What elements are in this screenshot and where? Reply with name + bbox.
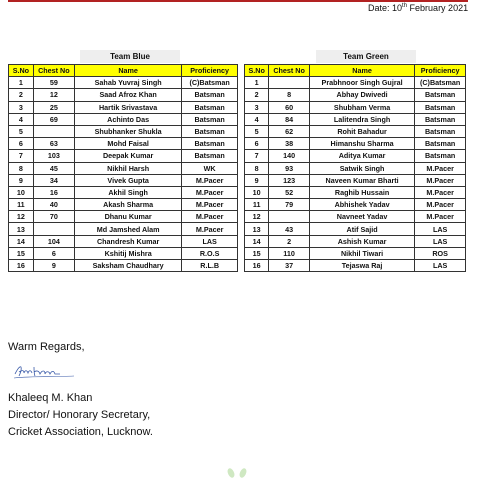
cell-name: Kshitij Mishra <box>75 247 182 259</box>
cell-sno: 6 <box>9 138 34 150</box>
signatory-organization: Cricket Association, Lucknow. <box>8 426 153 438</box>
cell-name: Saksham Chaudhary <box>75 260 182 272</box>
cell-proficiency: M.Pacer <box>182 174 238 186</box>
cell-sno: 2 <box>245 89 269 101</box>
table-row <box>9 247 238 259</box>
table-row <box>9 174 238 186</box>
table-row <box>9 113 238 125</box>
table-row <box>9 138 238 150</box>
cell-proficiency: Batsman <box>182 113 238 125</box>
table-row <box>9 89 238 101</box>
table-row <box>245 162 466 174</box>
cell-sno: 12 <box>9 211 34 223</box>
cell-name: Ashish Kumar <box>309 235 414 247</box>
cell-name: Rohit Bahadur <box>309 125 414 137</box>
cell-chest-no: 123 <box>269 174 310 186</box>
cell-proficiency: M.Pacer <box>415 211 466 223</box>
table-row <box>9 125 238 137</box>
cell-chest-no: 60 <box>269 101 310 113</box>
signatory-block <box>8 390 153 441</box>
col-header-name: Name <box>75 65 182 77</box>
table-row <box>245 138 466 150</box>
col-header-chest-no: Chest No <box>33 65 74 77</box>
table-row <box>9 211 238 223</box>
cell-chest-no: 110 <box>269 247 310 259</box>
cell-chest-no: 70 <box>33 211 74 223</box>
leaf-watermark-icon <box>222 466 252 478</box>
cell-name: Shubhanker Shukla <box>75 125 182 137</box>
cell-sno: 14 <box>9 235 34 247</box>
cell-sno: 15 <box>9 247 34 259</box>
cell-name: Himanshu Sharma <box>309 138 414 150</box>
table-row <box>245 150 466 162</box>
cell-name: Raghib Hussain <box>309 186 414 198</box>
table-row <box>245 77 466 89</box>
cell-sno: 11 <box>245 199 269 211</box>
cell-proficiency: Batsman <box>415 101 466 113</box>
cell-sno: 3 <box>245 101 269 113</box>
col-header-proficiency: Proficiency <box>415 65 466 77</box>
cell-name: Lalitendra Singh <box>309 113 414 125</box>
cell-name: Naveen Kumar Bharti <box>309 174 414 186</box>
cell-name: Dhanu Kumar <box>75 211 182 223</box>
cell-sno: 5 <box>245 125 269 137</box>
cell-name: Abhay Dwivedi <box>309 89 414 101</box>
cell-name: Tejaswa Raj <box>309 260 414 272</box>
cell-proficiency: M.Pacer <box>415 199 466 211</box>
cell-chest-no: 84 <box>269 113 310 125</box>
cell-proficiency: M.Pacer <box>415 186 466 198</box>
cell-proficiency: WK <box>182 162 238 174</box>
table-row <box>245 101 466 113</box>
cell-sno: 13 <box>245 223 269 235</box>
cell-sno: 1 <box>245 77 269 89</box>
cell-name: Saad Afroz Khan <box>75 89 182 101</box>
cell-chest-no: 2 <box>269 235 310 247</box>
cell-chest-no: 69 <box>33 113 74 125</box>
cell-name: Mohd Faisal <box>75 138 182 150</box>
cell-sno: 7 <box>245 150 269 162</box>
table-row <box>9 186 238 198</box>
team-blue-table <box>8 64 238 272</box>
team-green-title: Team Green <box>316 50 416 63</box>
cell-sno: 16 <box>245 260 269 272</box>
col-header-name: Name <box>309 65 414 77</box>
cell-sno: 12 <box>245 211 269 223</box>
table-row <box>245 89 466 101</box>
cell-proficiency: LAS <box>415 235 466 247</box>
table-row <box>9 260 238 272</box>
cell-chest-no <box>33 223 74 235</box>
table-row <box>9 199 238 211</box>
cell-chest-no: 93 <box>269 162 310 174</box>
table-row <box>245 211 466 223</box>
table-row <box>245 113 466 125</box>
cell-proficiency: Batsman <box>415 125 466 137</box>
table-row <box>245 235 466 247</box>
cell-chest-no: 8 <box>269 89 310 101</box>
signatory-title: Director/ Honorary Secretary, <box>8 409 151 421</box>
cell-chest-no: 16 <box>33 186 74 198</box>
cell-name: Shubham Verma <box>309 101 414 113</box>
cell-proficiency: LAS <box>415 260 466 272</box>
document-date: Date: 10th February 2021 <box>368 3 469 13</box>
cell-sno: 7 <box>9 150 34 162</box>
cell-proficiency: Batsman <box>415 138 466 150</box>
cell-chest-no: 52 <box>269 186 310 198</box>
cell-proficiency: (C)Batsman <box>415 77 466 89</box>
cell-name: Achinto Das <box>75 113 182 125</box>
cell-sno: 11 <box>9 199 34 211</box>
cell-chest-no: 9 <box>33 260 74 272</box>
cell-chest-no: 103 <box>33 150 74 162</box>
cell-sno: 10 <box>245 186 269 198</box>
cell-name: Abhishek Yadav <box>309 199 414 211</box>
cell-name: Vivek Gupta <box>75 174 182 186</box>
cell-chest-no: 12 <box>33 89 74 101</box>
col-header-proficiency: Proficiency <box>182 65 238 77</box>
cell-chest-no: 63 <box>33 138 74 150</box>
cell-sno: 4 <box>9 113 34 125</box>
cell-sno: 16 <box>9 260 34 272</box>
cell-name: Deepak Kumar <box>75 150 182 162</box>
cell-proficiency: Batsman <box>415 89 466 101</box>
cell-chest-no <box>269 211 310 223</box>
cell-name: Akhil Singh <box>75 186 182 198</box>
cell-name: Nikhil Tiwari <box>309 247 414 259</box>
cell-name: Satwik Singh <box>309 162 414 174</box>
table-row <box>245 186 466 198</box>
cell-sno: 3 <box>9 101 34 113</box>
cell-name: Chandresh Kumar <box>75 235 182 247</box>
cell-name: Sahab Yuvraj Singh <box>75 77 182 89</box>
col-header-sno: S.No <box>9 65 34 77</box>
cell-chest-no: 43 <box>269 223 310 235</box>
cell-proficiency: (C)Batsman <box>182 77 238 89</box>
handwritten-signature <box>12 362 76 380</box>
cell-proficiency: ROS <box>415 247 466 259</box>
cell-proficiency: M.Pacer <box>182 199 238 211</box>
cell-proficiency: Batsman <box>415 150 466 162</box>
cell-chest-no: 25 <box>33 101 74 113</box>
cell-sno: 4 <box>245 113 269 125</box>
cell-sno: 9 <box>245 174 269 186</box>
cell-proficiency: LAS <box>415 223 466 235</box>
team-blue-title: Team Blue <box>80 50 180 63</box>
cell-chest-no: 34 <box>33 174 74 186</box>
col-header-sno: S.No <box>245 65 269 77</box>
cell-name: Nikhil Harsh <box>75 162 182 174</box>
table-row <box>245 223 466 235</box>
cell-proficiency: R.O.S <box>182 247 238 259</box>
cell-name: Atif Sajid <box>309 223 414 235</box>
table-row <box>9 235 238 247</box>
cell-proficiency: Batsman <box>182 125 238 137</box>
cell-proficiency: Batsman <box>415 113 466 125</box>
cell-chest-no <box>33 125 74 137</box>
col-header-chest-no: Chest No <box>269 65 310 77</box>
cell-chest-no: 140 <box>269 150 310 162</box>
cell-sno: 8 <box>9 162 34 174</box>
cell-proficiency: Batsman <box>182 138 238 150</box>
cell-proficiency: M.Pacer <box>182 211 238 223</box>
cell-sno: 13 <box>9 223 34 235</box>
cell-chest-no: 79 <box>269 199 310 211</box>
cell-sno: 14 <box>245 235 269 247</box>
cell-proficiency: R.L.B <box>182 260 238 272</box>
cell-sno: 8 <box>245 162 269 174</box>
cell-proficiency: M.Pacer <box>182 223 238 235</box>
cell-sno: 9 <box>9 174 34 186</box>
cell-sno: 5 <box>9 125 34 137</box>
cell-name: Prabhnoor Singh Gujral <box>309 77 414 89</box>
table-row <box>245 125 466 137</box>
cell-proficiency: Batsman <box>182 150 238 162</box>
table-row <box>245 247 466 259</box>
table-row <box>9 77 238 89</box>
cell-chest-no: 62 <box>269 125 310 137</box>
table-row <box>9 162 238 174</box>
cell-chest-no: 38 <box>269 138 310 150</box>
cell-sno: 1 <box>9 77 34 89</box>
cell-name: Md Jamshed Alam <box>75 223 182 235</box>
table-row <box>9 150 238 162</box>
cell-sno: 2 <box>9 89 34 101</box>
cell-sno: 10 <box>9 186 34 198</box>
table-row <box>245 260 466 272</box>
team-green-table <box>244 64 466 272</box>
cell-sno: 6 <box>245 138 269 150</box>
cell-proficiency: LAS <box>182 235 238 247</box>
cell-name: Akash Sharma <box>75 199 182 211</box>
cell-name: Aditya Kumar <box>309 150 414 162</box>
closing-regards: Warm Regards, <box>8 341 85 353</box>
cell-chest-no: 104 <box>33 235 74 247</box>
cell-chest-no: 59 <box>33 77 74 89</box>
header-rule <box>8 0 468 2</box>
table-row <box>245 174 466 186</box>
cell-name: Navneet Yadav <box>309 211 414 223</box>
table-row <box>245 199 466 211</box>
cell-chest-no: 45 <box>33 162 74 174</box>
cell-proficiency: Batsman <box>182 89 238 101</box>
cell-chest-no: 40 <box>33 199 74 211</box>
table-row <box>9 101 238 113</box>
cell-proficiency: Batsman <box>182 101 238 113</box>
cell-proficiency: M.Pacer <box>415 174 466 186</box>
cell-proficiency: M.Pacer <box>182 186 238 198</box>
cell-name: Hartik Srivastava <box>75 101 182 113</box>
cell-chest-no: 37 <box>269 260 310 272</box>
cell-proficiency: M.Pacer <box>415 162 466 174</box>
cell-chest-no: 6 <box>33 247 74 259</box>
cell-sno: 15 <box>245 247 269 259</box>
cell-chest-no <box>269 77 310 89</box>
signatory-name: Khaleeq M. Khan <box>8 392 93 404</box>
table-row <box>9 223 238 235</box>
